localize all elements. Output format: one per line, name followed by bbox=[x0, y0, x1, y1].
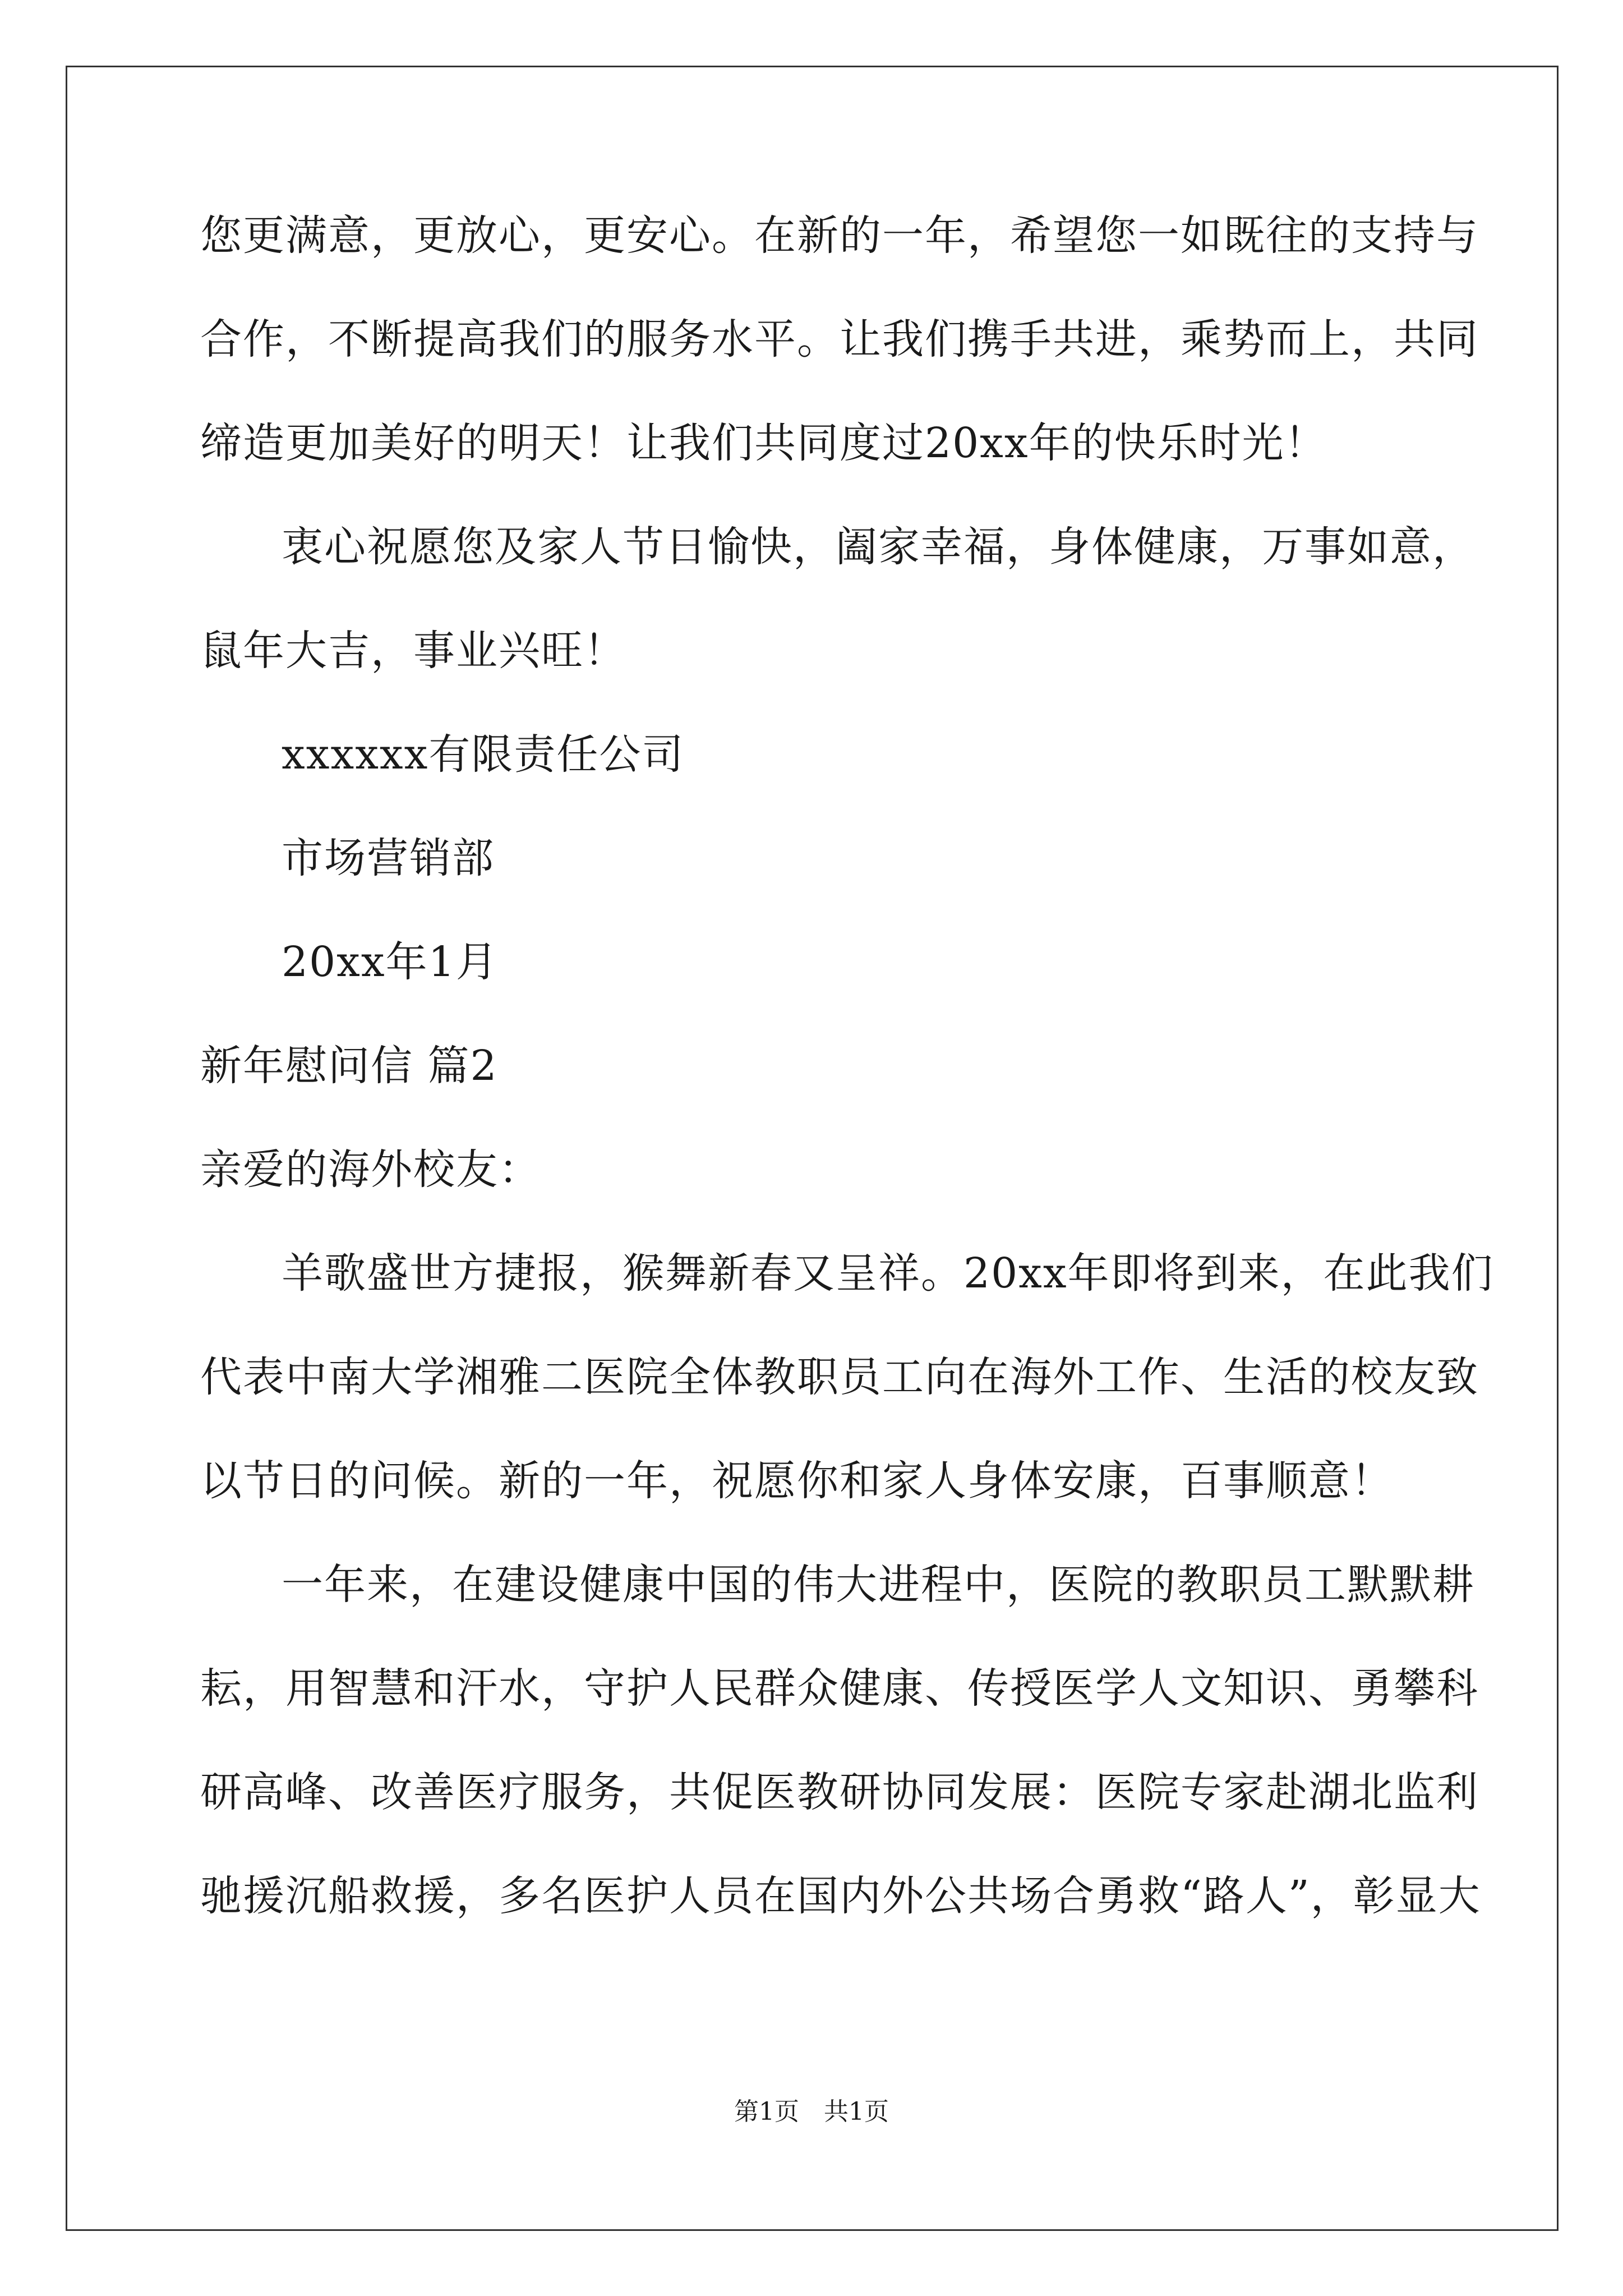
page-number: 第1页 bbox=[734, 2097, 799, 2126]
section-heading: 新年慰问信 篇2 bbox=[200, 1042, 498, 1090]
text-line: 衷心祝愿您及家人节日愉快，阖家幸福，身体健康，万事如意， bbox=[282, 523, 1475, 571]
text-line: 缔造更加美好的明天！让我们共同度过20xx年的快乐时光！ bbox=[200, 419, 1327, 467]
page-total: 共1页 bbox=[824, 2097, 889, 2126]
text-line: 鼠年大吉，事业兴旺！ bbox=[200, 627, 626, 675]
letter-date: 20xx年1月 bbox=[282, 938, 499, 986]
text-line: 研高峰、改善医疗服务，共促医教研协同发展：医院专家赴湖北监利 bbox=[200, 1768, 1479, 1816]
text-line: 耘，用智慧和汗水，守护人民群众健康、传授医学人文知识、勇攀科 bbox=[200, 1664, 1479, 1713]
text-line: 您更满意，更放心，更安心。在新的一年，希望您一如既往的支持与 bbox=[200, 211, 1479, 260]
text-line: 代表中南大学湘雅二医院全体教职员工向在海外工作、生活的校友致 bbox=[200, 1353, 1479, 1401]
text-line: 驰援沉船救援，多名医护人员在国内外公共场合勇救“路人”，彰显大 bbox=[200, 1872, 1481, 1920]
text-line: 一年来，在建设健康中国的伟大进程中，医院的教职员工默默耕 bbox=[282, 1561, 1475, 1609]
department-name: 市场营销部 bbox=[282, 834, 495, 882]
salutation: 亲爱的海外校友： bbox=[200, 1145, 541, 1194]
text-line: 以节日的问候。新的一年，祝愿你和家人身体安康，百事顺意！ bbox=[200, 1457, 1394, 1505]
company-name: xxxxxx有限责任公司 bbox=[282, 730, 685, 779]
text-line: 合作，不断提高我们的服务水平。让我们携手共进，乘势而上，共同 bbox=[200, 315, 1479, 364]
text-line: 羊歌盛世方捷报，猴舞新春又呈祥。20xx年即将到来，在此我们 bbox=[282, 1249, 1494, 1297]
page-footer bbox=[0, 2095, 1623, 2129]
